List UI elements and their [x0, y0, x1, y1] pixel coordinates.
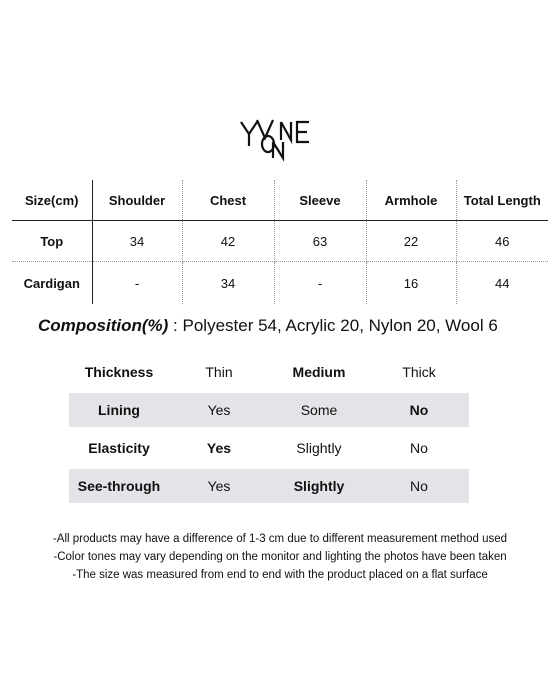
header-chest: Chest — [182, 180, 274, 221]
cell-shoulder: 34 — [92, 221, 182, 262]
composition-line — [38, 316, 498, 336]
row-label: Top — [12, 221, 92, 262]
note-color: -Color tones may vary depending on the monitor and lighting the photos have been taken — [53, 551, 507, 563]
property-option-selected: No — [369, 393, 469, 427]
brand-logo — [0, 112, 560, 162]
size-table — [12, 180, 548, 304]
property-name: Thickness — [84, 364, 154, 380]
property-name: See-through — [69, 469, 169, 503]
cell-chest: 42 — [182, 221, 274, 262]
cell-total-length: 44 — [495, 275, 510, 291]
property-option: Thick — [402, 364, 436, 380]
header-size: Size(cm) — [12, 180, 92, 221]
property-row-elasticity — [69, 431, 469, 465]
composition-label: Composition(%) — [38, 316, 169, 335]
notes — [0, 530, 560, 584]
size-table-header-row — [12, 180, 548, 221]
property-option: Thin — [205, 364, 233, 380]
property-option-selected: Medium — [292, 364, 346, 380]
cell-armhole: 16 — [366, 262, 456, 305]
property-option: Yes — [169, 469, 269, 503]
property-option: No — [369, 469, 469, 503]
header-total-length: Total Length — [456, 180, 548, 221]
cell-shoulder: - — [92, 262, 182, 305]
cell-total-length: 46 — [456, 221, 548, 262]
cell-sleeve: 63 — [274, 221, 366, 262]
property-option-selected: Yes — [206, 440, 232, 456]
table-row — [12, 221, 548, 262]
property-option-selected: Slightly — [269, 469, 369, 503]
property-row-lining — [69, 393, 469, 427]
cell-armhole: 22 — [366, 221, 456, 262]
properties-table — [69, 351, 469, 507]
header-sleeve: Sleeve — [274, 180, 366, 221]
note-flat-surface: -The size was measured from end to end with the product placed on a flat surface — [72, 569, 488, 581]
note-measurement: -All products may have a difference of 1-3 cm due to different measurement method used — [52, 533, 508, 545]
property-option: Yes — [169, 393, 269, 427]
header-shoulder: Shoulder — [92, 180, 182, 221]
property-name: Elasticity — [88, 440, 150, 456]
header-armhole: Armhole — [366, 180, 456, 221]
property-option: No — [410, 440, 428, 456]
property-option: Slightly — [296, 440, 342, 456]
property-option: Some — [269, 393, 369, 427]
property-row-thickness — [69, 355, 469, 389]
cell-chest: 34 — [182, 262, 274, 305]
brand-logo-mark — [235, 112, 325, 162]
row-label: Cardigan — [12, 262, 92, 305]
cell-sleeve: - — [274, 262, 366, 305]
composition-value: : Polyester 54, Acrylic 20, Nylon 20, Wool 6 — [168, 316, 498, 335]
property-name: Lining — [69, 393, 169, 427]
property-row-see-through — [69, 469, 469, 503]
table-row — [12, 262, 548, 305]
